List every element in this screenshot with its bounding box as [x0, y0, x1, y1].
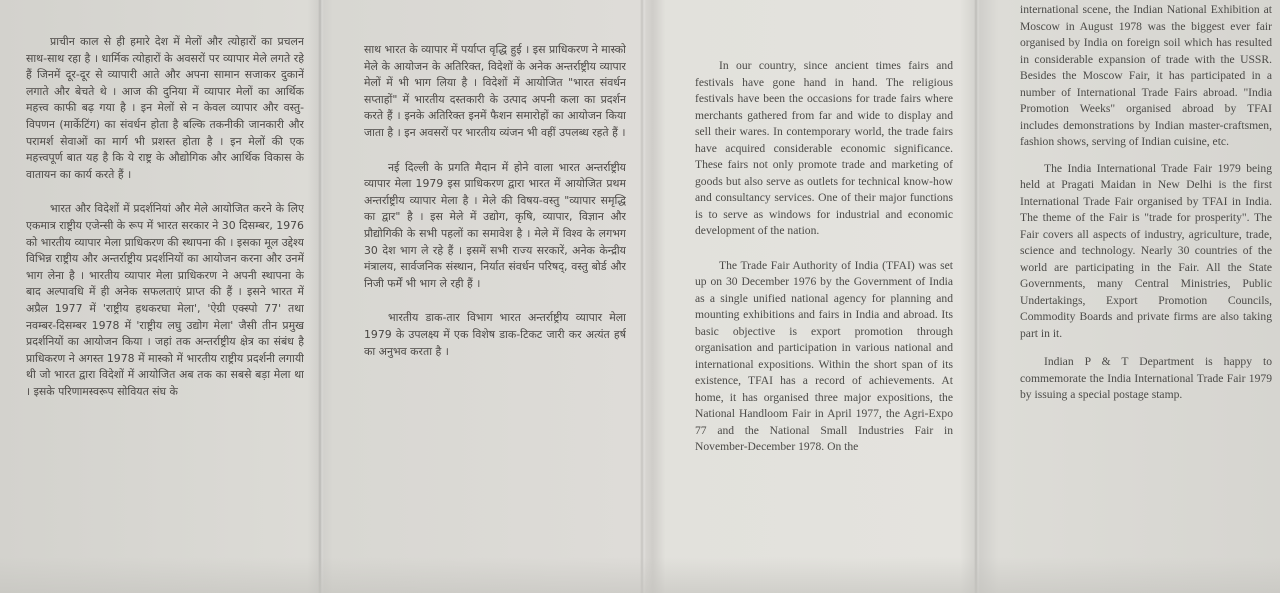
english-paragraph: In our country, since ancient times fairs and festivals have gone hand in hand. The religious festivals have been the occasions for trade fairs where merchants gathered from far and wide to display and sell their wares. In contemporary world, the trade fairs have acquired considerable economic significance. These fairs not only promote trade and marketing of goods but also serve as outlets for technical know-how and consultancy services. One of their major functions is to serve as windows for industrial and economic development of the nation.: [695, 59, 953, 237]
hindi-paragraph: नई दिल्ली के प्रगति मैदान में होने वाला भारत अन्तर्राष्ट्रीय व्यापार मेला 1979 इस प्राधिकरण द्वारा भारत में आयोजित प्रथम अन्तर्राष्ट्रीय व्यापार मेला है । मेले की विषय-वस्तु "व्यापार समृद्धि का द्वार" है । इस मेले में उद्योग, कृषि, व्यापार, विज्ञान और प्रौद्योगिकी के सभी पहलों का समावेश है । मेले में विश्व के लगभग 30 देश भाग ले रहे हैं । इसमें सभी राज्य सरकारें, अनेक केन्द्रीय मंत्रालय, सार्वजनिक संस्थान, निर्यात संवर्धन परिषद्, वस्तु बोर्ड और निजी फर्में भी भाग ले रही हैं ।: [364, 160, 626, 290]
fold-line: [974, 0, 980, 593]
hindi-paragraph: भारतीय डाक-तार विभाग भारत अन्तर्राष्ट्रीय व्यापार मेला 1979 के उपलक्ष्य में एक विशेष डाक-टिकट जारी कर अत्यंत हर्ष का अनुभव करता है ।: [364, 311, 626, 358]
english-paragraph: international scene, the Indian National Exhibition at Moscow in August 1978 was the biggest ever fair organised by India on foreign soil which has resulted in considerable expansion of trade with the USSR. Besides the Moscow Fair, it has participated in a number of International Trade Fairs abroad. "India Promotion Weeks" organised abroad by TFAI includes demonstrations by Indian master-craftsmen, fashion shows, serving of Indian cuisine, etc.: [1020, 3, 1272, 148]
english-column-1: [695, 0, 953, 593]
hindi-paragraph: साथ भारत के व्यापार में पर्याप्त वृद्धि हुई । इस प्राधिकरण ने मास्को मेले के आयोजन के अतिरिक्त, विदेशों के अनेक अन्तर्राष्ट्रीय व्यापार मेलों में भी भाग लिया है । विदेशों में आयोजित "भारत संवर्धन सप्ताहों" में भारतीय दस्तकारी के उत्पाद अपनी कला का प्रदर्शन करते हैं । इनके अतिरिक्त इनमें फैशन समारोहों का आयोजन किया जाता है । इन अवसरों पर भारतीय व्यंजन भी वहीं उपलब्ध रहते हैं ।: [364, 43, 626, 139]
hindi-paragraph: प्राचीन काल से ही हमारे देश में मेलों और त्योहारों का प्रचलन साथ-साथ रहा है । धार्मिक त्योहारों के अवसरों पर व्यापार मेले लगते रहे हैं जिनमें दूर-दूर से व्यापारी आते और अपना सामान सजाकर दुकानें लगाते और बेचते थे । आज की दुनिया में व्यापार मेलों का आर्थिक महत्त्व काफी बढ़ गया है । इन मेलों से न केवल व्यापार और वस्तु-विपणन (मार्केटिंग) का संवर्धन होता है बल्कि तकनीकी जानकारी और परामर्श सेवाओं का मार्ग भी प्रशस्त होता है । इन मेलों की एक महत्त्वपूर्ण बात यह है कि ये राष्ट्र के औद्योगिक और आर्थिक विकास के वातायन का कार्य करते हैं ।: [26, 35, 304, 181]
fold-line: [318, 0, 324, 593]
hindi-column-1: [26, 0, 304, 593]
fold-line: [640, 0, 646, 593]
english-column-2: [1020, 0, 1272, 593]
hindi-paragraph: भारत और विदेशों में प्रदर्शनियां और मेले आयोजित करने के लिए एकमात्र राष्ट्रीय एजेन्सी के रूप में भारत सरकार ने 30 दिसम्बर, 1976 को भारतीय व्यापार मेला प्राधिकरण की स्थापना की । इसका मूल उद्देश्य विभिन्न राष्ट्रीय और अन्तर्राष्ट्रीय प्रदर्शनियों का आयोजन करना और उनमें भाग लेना है । भारतीय व्यापार मेला प्राधिकरण ने अपनी स्थापना के बाद अल्पावधि में ही अनेक सफलताएं प्राप्त की हैं । इसने भारत में अप्रैल 1977 में 'राष्ट्रीय हथकरघा मेला', 'ऐग्री एक्स्पो 77' तथा नवम्बर-दिसम्बर 1978 में 'राष्ट्रीय लघु उद्योग मेला' जैसी तीन प्रमुख प्रदर्शनियों का आयोजन किया । जहां तक अन्तर्राष्ट्रीय क्षेत्र का संबंध है प्राधिकरण ने अगस्त 1978 में मास्को में भारतीय राष्ट्रीय प्रदर्शनी लगायी थी जो भारत द्वारा विदेशों में आयोजित अब तक का सबसे बड़ा मेला था । इसके परिणामस्वरूप सोवियत संघ के: [26, 202, 304, 398]
hindi-column-2: [364, 0, 626, 593]
english-paragraph: The Trade Fair Authority of India (TFAI) was set up on 30 December 1976 by the Government of India as a single unified national agency for planning and mounting exhibitions and fairs in India and abroad. Its basic objective is export promotion through organisation and participation in various national and international expositions. Within the short span of its existence, TFAI has a record of achievements. At home, it has organised three major expositions, the National Handloom Fair in April 1977, the Agri-Expo 77 and the National Small Industries Fair in November-December 1978. On the: [695, 258, 953, 453]
english-paragraph: The India International Trade Fair 1979 being held at Pragati Maidan in New Delhi is the first International Trade Fair organised by TFAI in India. The theme of the Fair is "trade for prosperity". The Fair covers all aspects of industry, agriculture, trade, science and technology. Nearly 30 countries of the world are participating in the Fair. All the State Governments, many Central Ministries, Public Undertakings, Export Promotion Councils, Commodity Boards and private firms are also taking part in it.: [1020, 161, 1272, 340]
english-paragraph: Indian P & T Department is happy to commemorate the India International Trade Fair 1979 by issuing a special postage stamp.: [1020, 355, 1272, 401]
page-edge-shadow: [0, 557, 1280, 593]
